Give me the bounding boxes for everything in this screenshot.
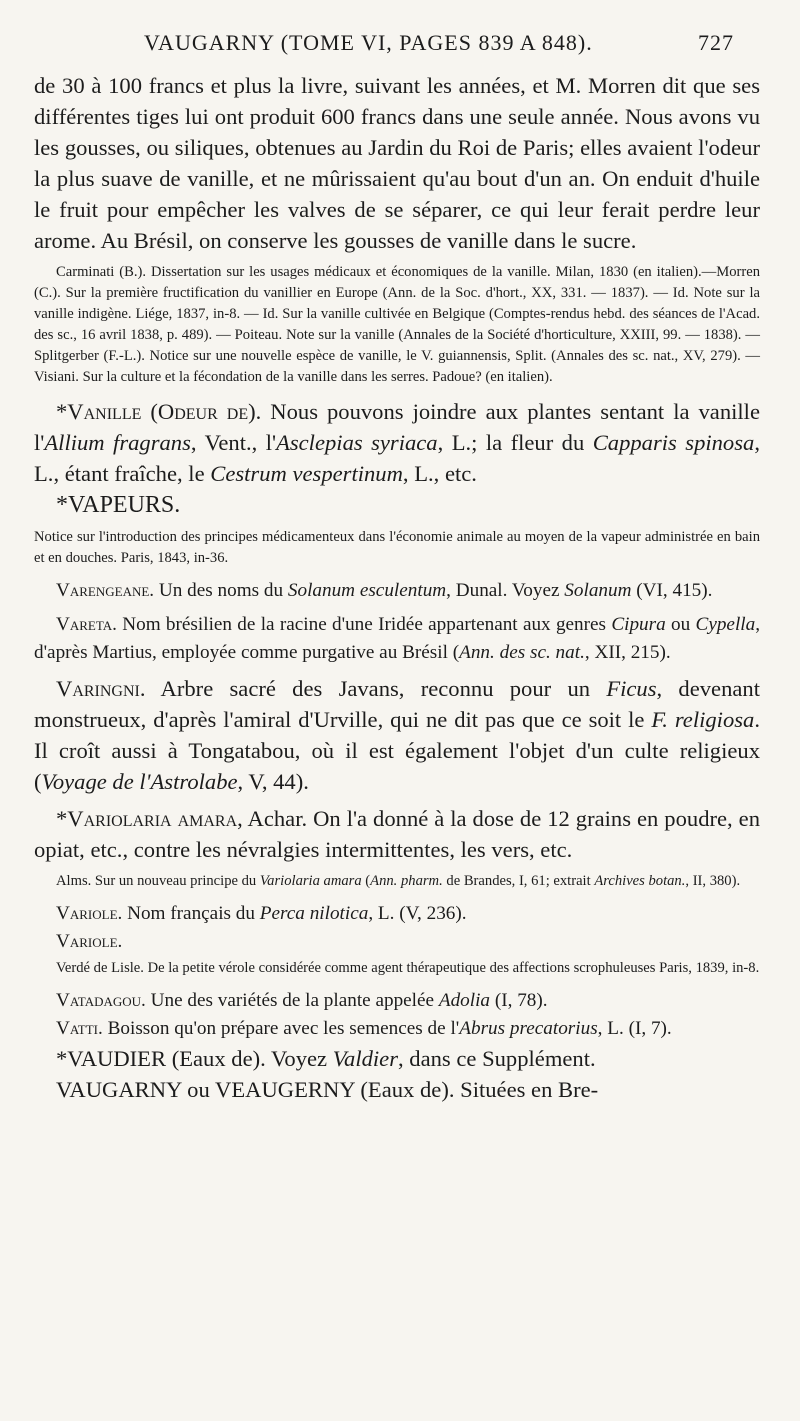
entry-varengeane: Varengeane. Un des noms du Solanum esculentum, Dunal. Voyez Solanum (VI, 415). — [56, 580, 713, 601]
entry-vaugarny: VAUGARNY ou VEAUGERNY (Eaux de). Situées en Bre- — [56, 1077, 599, 1102]
entry-vapeurs-title: *VAPEURS. — [56, 492, 181, 518]
running-title: VAUGARNY (TOME VI, PAGES 839 A 848). — [144, 30, 593, 55]
entry-vatadagou: Vatadagou. Une des variétés de la plante appelée Adolia (I, 78). — [56, 990, 548, 1011]
entry-variole: Variole. — [56, 931, 123, 952]
vanille-paragraph-end: de 30 à 100 francs et plus la livre, suivant les années, et M. Morren dit que ses différentes tiges lui ont produit 600 francs dans une seule année. Nous avons vu les gousses, ou siliques, obtenues au Jardin du Roi de Paris; elles avaient l'odeur la plus suave de vanille, et ne mûrissaient qu'au bout d'un an. On enduit d'huile le fruit pour empêcher les valves de se séparer, ce qui leur ferait perdre leur arome. Au Brésil, on conserve les gousses de vanille dans le sucre. — [34, 73, 760, 253]
vapeurs-bibliography: Notice sur l'introduction des principes médicamenteux dans l'économie animale au moyen de la vapeur administrée en bain et en douches. Paris, 1843, in-36. — [34, 529, 760, 566]
entry-vareta: Vareta. Nom brésilien de la racine d'une Iridée appartenant aux genres Cipura ou Cypella, d'après Martius, employée comme purgative au Brésil (Ann. des sc. nat., XII, 215). — [34, 614, 760, 663]
entry-variole-fish: Variole. Nom français du Perca nilotica, L. (V, 236). — [56, 903, 467, 924]
entry-vanille-odeur: *Vanille (Odeur de). Nous pouvons joindre aux plantes sentant la vanille l'Allium fragrans, Vent., l'Asclepias syriaca, L.; la fleur du Capparis spinosa, L., étant fraîche, le Cestrum vespertinum, L., etc. — [34, 399, 760, 486]
vanille-bibliography: Carminati (B.). Dissertation sur les usages médicaux et économiques de la vanille. Milan, 1830 (en italien).—Morren (C.). Sur la première fructification du vanillier en Europe (Ann. de la Soc. d'hort., XX, 331. — 1837). — Id. Note sur la vanille indigène. Liége, 1837, in-8. — Id. Sur la vanille cultivée en Belgique (Comptes-rendus hebd. des séances de l'Acad. des sc., 16 avril 1838, p. 489). — Poiteau. Note sur la vanille (Annales de la Société d'horticulture, XXIII, 99. — 1838). — Splitgerber (F.-L.). Notice sur une nouvelle espèce de vanille, le V. guiannensis, Split. (Annales des sc. nat., XV, 279). —Visiani. Sur la culture et la fécondation de la vanille dans les serres. Padoue? (en italien). — [34, 264, 760, 385]
entry-head: *Vanille (Odeur de). — [56, 399, 262, 424]
entry-variolaria: *Variolaria amara, Achar. On l'a donné à la dose de 12 grains en poudre, en opiat, etc., contre les névralgies intermittentes, les vers, etc. — [34, 806, 760, 862]
entry-vaudier: *VAUDIER (Eaux de). Voyez Valdier, dans ce Supplément. — [56, 1046, 596, 1071]
page-number: 727 — [698, 30, 734, 55]
page-header — [34, 30, 760, 70]
entry-vatti: Vatti. Boisson qu'on prépare avec les semences de l'Abrus precatorius, L. (I, 7). — [56, 1018, 672, 1039]
entry-varingni: Varingni. Arbre sacré des Javans, reconnu pour un Ficus, devenant monstrueux, d'après l'amiral d'Urville, qui ne dit pas que ce soit le F. religiosa. Il croît aussi à Tongatabou, où il est également l'objet d'un culte religieux (Voyage de l'Astrolabe, V, 44). — [34, 676, 760, 794]
variolaria-bibliography: Alms. Sur un nouveau principe du Variolaria amara (Ann. pharm. de Brandes, I, 61; extrait Archives botan., II, 380). — [56, 873, 741, 889]
variole-bibliography: Verdé de Lisle. De la petite vérole considérée comme agent thérapeutique des affections scrophuleuses Paris, 1839, in-8. — [56, 960, 760, 976]
